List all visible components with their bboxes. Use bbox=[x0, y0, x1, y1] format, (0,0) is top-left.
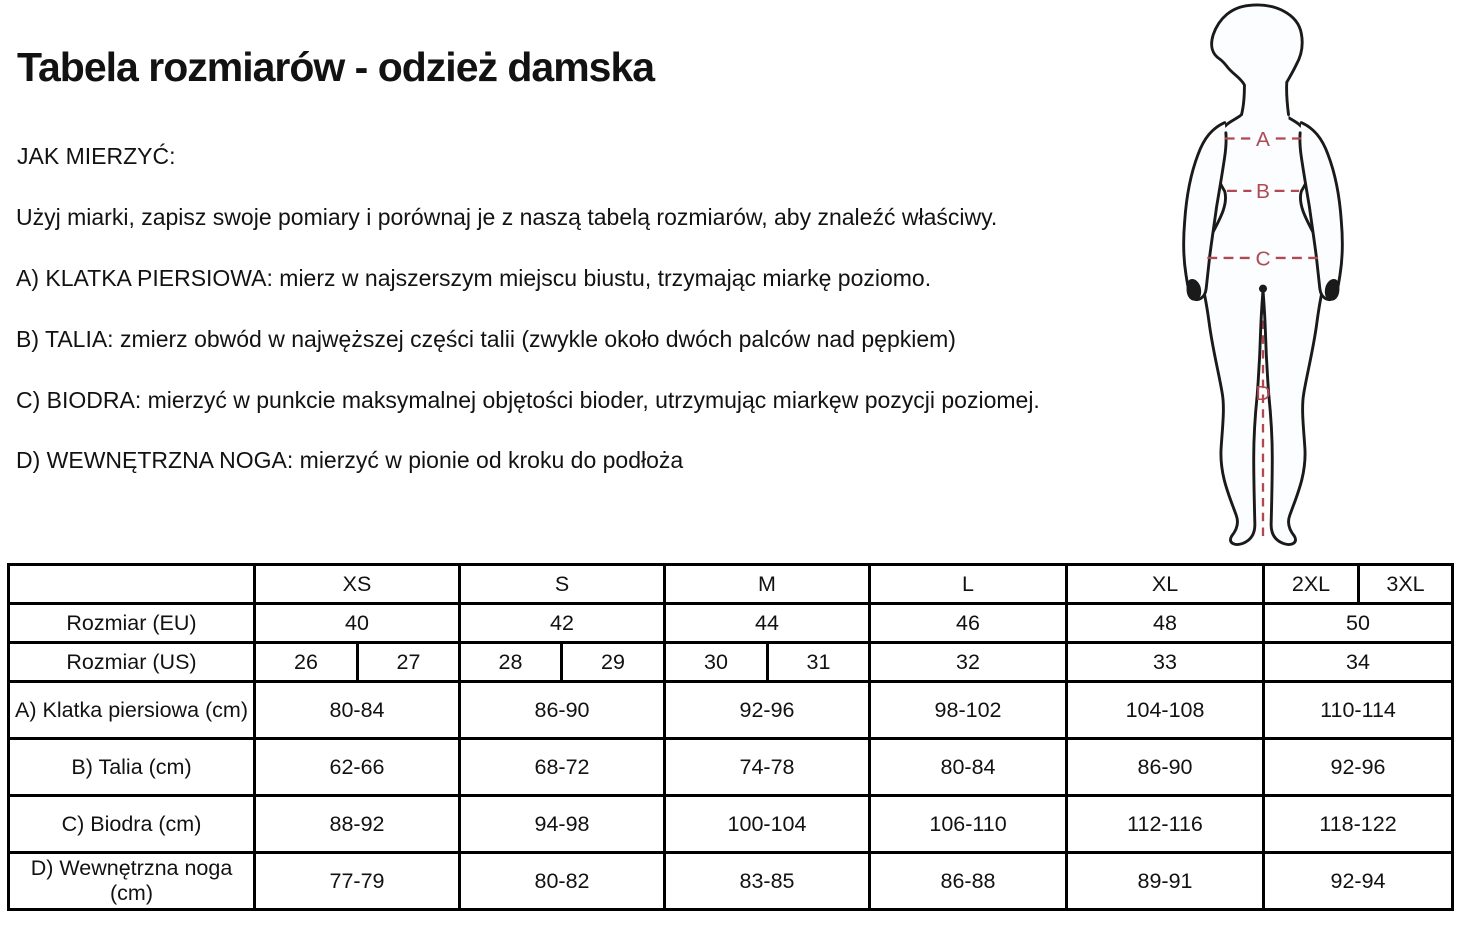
size-header-m: M bbox=[665, 565, 870, 604]
waist-value-s: 68-72 bbox=[460, 739, 665, 796]
hips-value-l: 106-110 bbox=[870, 796, 1067, 853]
chest-value-xs: 80-84 bbox=[255, 682, 460, 739]
chest-row-label: A) Klatka piersiowa (cm) bbox=[9, 682, 255, 739]
how-to-measure-heading: JAK MIERZYĆ: bbox=[17, 143, 176, 169]
label-b: B bbox=[1256, 180, 1270, 204]
eu-row-label: Rozmiar (EU) bbox=[9, 604, 255, 643]
instruction-waist: B) TALIA: zmierz obwód w najwęższej części talii (zwykle około dwóch palców nad pępkiem) bbox=[16, 326, 956, 352]
eu-value-2xl-3xl: 50 bbox=[1264, 604, 1453, 643]
body-measurement-figure bbox=[1176, 2, 1350, 548]
eu-value-s: 42 bbox=[460, 604, 665, 643]
female-silhouette-icon bbox=[1176, 2, 1350, 548]
size-header-xs: XS bbox=[255, 565, 460, 604]
table-row bbox=[9, 853, 1453, 910]
table-row bbox=[9, 796, 1453, 853]
us-value-30: 30 bbox=[665, 643, 768, 682]
size-header-xl: XL bbox=[1067, 565, 1264, 604]
hips-value-2xl-3xl: 118-122 bbox=[1264, 796, 1453, 853]
eu-value-xs: 40 bbox=[255, 604, 460, 643]
corner-cell bbox=[9, 565, 255, 604]
chest-value-l: 98-102 bbox=[870, 682, 1067, 739]
table-row bbox=[9, 643, 1453, 682]
waist-value-2xl-3xl: 92-96 bbox=[1264, 739, 1453, 796]
us-value-29: 29 bbox=[562, 643, 665, 682]
page-title: Tabela rozmiarów - odzież damska bbox=[17, 44, 655, 90]
waist-value-xl: 86-90 bbox=[1067, 739, 1264, 796]
inseam-value-s: 80-82 bbox=[460, 853, 665, 910]
hips-value-s: 94-98 bbox=[460, 796, 665, 853]
hips-value-xs: 88-92 bbox=[255, 796, 460, 853]
inseam-row-label: D) Wewnętrzna noga (cm) bbox=[9, 853, 255, 910]
crotch-point bbox=[1259, 285, 1267, 293]
chest-value-2xl-3xl: 110-114 bbox=[1264, 682, 1453, 739]
inseam-value-l: 86-88 bbox=[870, 853, 1067, 910]
hips-row-label: C) Biodra (cm) bbox=[9, 796, 255, 853]
chest-value-m: 92-96 bbox=[665, 682, 870, 739]
instruction-inseam: D) WEWNĘTRZNA NOGA: mierzyć w pionie od kroku do podłoża bbox=[16, 447, 684, 473]
size-header-l: L bbox=[870, 565, 1067, 604]
inseam-value-m: 83-85 bbox=[665, 853, 870, 910]
waist-row-label: B) Talia (cm) bbox=[9, 739, 255, 796]
eu-value-m: 44 bbox=[665, 604, 870, 643]
inseam-value-xs: 77-79 bbox=[255, 853, 460, 910]
us-value-26: 26 bbox=[255, 643, 358, 682]
table-row bbox=[9, 682, 1453, 739]
intro-text: Użyj miarki, zapisz swoje pomiary i porównaj je z naszą tabelą rozmiarów, aby znaleźć właściwy. bbox=[16, 204, 998, 230]
waist-value-xs: 62-66 bbox=[255, 739, 460, 796]
label-d: D bbox=[1255, 382, 1271, 406]
table-row bbox=[9, 604, 1453, 643]
instruction-chest: A) KLATKA PIERSIOWA: mierz w najszerszym miejscu biustu, trzymając miarkę poziomo. bbox=[16, 265, 932, 291]
eu-value-l: 46 bbox=[870, 604, 1067, 643]
us-value-33: 33 bbox=[1067, 643, 1264, 682]
waist-value-m: 74-78 bbox=[665, 739, 870, 796]
table-row bbox=[9, 739, 1453, 796]
inseam-value-2xl-3xl: 92-94 bbox=[1264, 853, 1453, 910]
waist-value-l: 80-84 bbox=[870, 739, 1067, 796]
label-a: A bbox=[1256, 128, 1270, 151]
chest-value-xl: 104-108 bbox=[1067, 682, 1264, 739]
size-table bbox=[7, 563, 1454, 911]
inseam-value-xl: 89-91 bbox=[1067, 853, 1264, 910]
size-header-2xl: 2XL bbox=[1264, 565, 1359, 604]
chest-value-s: 86-90 bbox=[460, 682, 665, 739]
label-c: C bbox=[1255, 247, 1271, 271]
us-row-label: Rozmiar (US) bbox=[9, 643, 255, 682]
table-row bbox=[9, 565, 1453, 604]
us-value-28: 28 bbox=[460, 643, 562, 682]
us-value-27: 27 bbox=[358, 643, 460, 682]
size-header-3xl: 3XL bbox=[1359, 565, 1453, 604]
hips-value-m: 100-104 bbox=[665, 796, 870, 853]
instruction-hips: C) BIODRA: mierzyć w punkcie maksymalnej objętości bioder, utrzymując miarkęw pozycji poziomej. bbox=[16, 387, 1040, 413]
us-value-34: 34 bbox=[1264, 643, 1453, 682]
us-value-31: 31 bbox=[768, 643, 870, 682]
size-header-s: S bbox=[460, 565, 665, 604]
us-value-32: 32 bbox=[870, 643, 1067, 682]
hips-value-xl: 112-116 bbox=[1067, 796, 1264, 853]
eu-value-xl: 48 bbox=[1067, 604, 1264, 643]
